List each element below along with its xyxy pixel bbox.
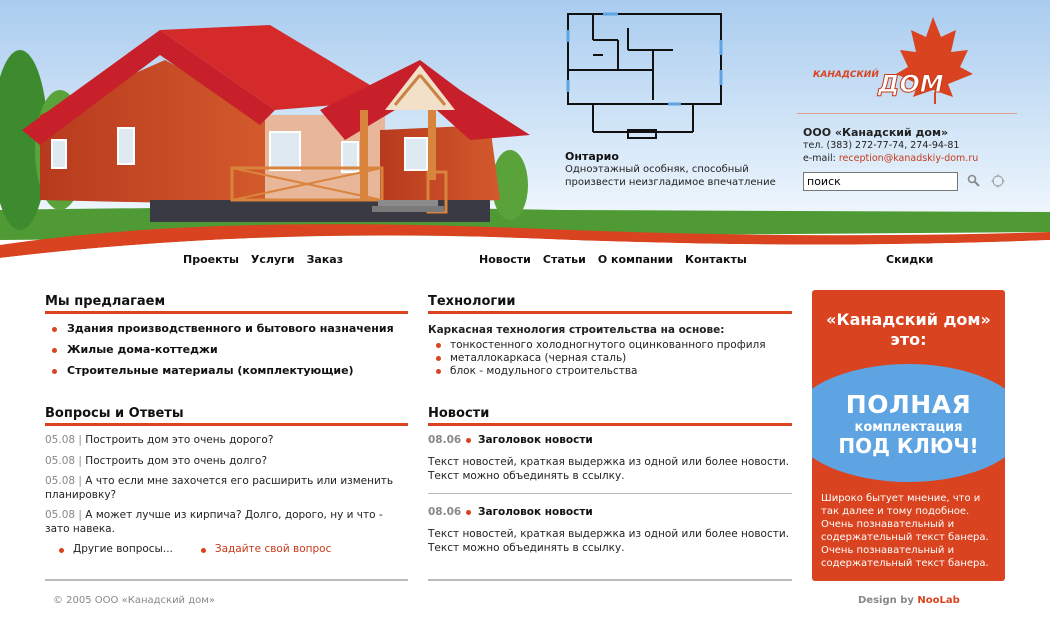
qa-question[interactable]: Построить дом это очень долго? (85, 454, 268, 467)
tech-heading: Технологии (428, 292, 792, 314)
tech-section (428, 292, 792, 378)
more-questions-link[interactable]: Другие вопросы... (45, 543, 173, 555)
qa-date: 05.08 (45, 454, 76, 467)
design-credit (858, 595, 960, 606)
banner-big1: ПОЛНАЯ (845, 390, 972, 419)
qa-item[interactable]: 05.08 | А может лучше из кирпича? Долго, дорого, ну и что - зато навека. (45, 509, 383, 535)
bullet-icon (466, 438, 471, 443)
qa-question[interactable]: А может лучше из кирпича? Долго, дорого, ну и что - зато навека. (45, 509, 383, 535)
tech-item: тонкостенного холодногнутого оцинкованного профиля (428, 339, 792, 352)
nav-group-main (183, 253, 355, 266)
tech-item: металлокаркаса (черная сталь) (428, 352, 792, 365)
news-item (428, 506, 792, 555)
promo-banner[interactable] (812, 290, 1005, 581)
qa-date: 05.08 (45, 434, 76, 446)
search-icon[interactable] (967, 174, 981, 188)
banner-line2: это: (890, 330, 927, 349)
offer-section (45, 292, 408, 385)
bullet-icon (466, 510, 471, 515)
copyright: © 2005 ООО «Канадский дом» (53, 595, 215, 606)
offer-item[interactable]: Строительные материалы (комплектующие) (45, 364, 408, 385)
qa-links (45, 543, 408, 555)
nav-discounts[interactable]: Скидки (886, 253, 934, 266)
designer-link[interactable]: NooLab (917, 595, 960, 606)
left-bottom-divider (45, 579, 408, 581)
offer-item[interactable]: Здания производственного и бытового назначения (45, 322, 408, 343)
qa-section (45, 404, 408, 555)
design-by-label: Design by (858, 595, 914, 606)
ask-question-link[interactable]: Задайте свой вопрос (187, 543, 331, 555)
nav-order[interactable]: Заказ (306, 253, 344, 266)
qa-date: 05.08 (45, 475, 76, 487)
qa-item[interactable]: 05.08 | Построить дом это очень долго? (45, 454, 268, 467)
nav-services[interactable]: Услуги (250, 253, 295, 266)
qa-date: 05.08 (45, 509, 76, 521)
qa-question[interactable]: А что если мне захочется его расширить или изменить планировку? (45, 475, 394, 501)
qa-list (45, 434, 408, 536)
email-label: e-mail: (803, 153, 836, 164)
news-text[interactable]: Текст новостей, краткая выдержка из одной или более новости. Текст можно объединять в ссылку. (428, 456, 790, 482)
news-text[interactable]: Текст новостей, краткая выдержка из одной или более новости. Текст можно объединять в ссылку. (428, 528, 790, 554)
header (0, 0, 1050, 270)
search-input[interactable] (803, 172, 958, 191)
news-title[interactable]: Заголовок новости (478, 506, 593, 518)
nav-about[interactable]: О компании (597, 253, 674, 266)
tech-list (428, 339, 792, 378)
news-title[interactable]: Заголовок новости (478, 434, 593, 446)
qa-question[interactable]: Построить дом это очень дорого? (85, 434, 274, 446)
nav-contacts[interactable]: Контакты (685, 253, 747, 266)
email-link[interactable]: reception@kanadskiy-dom.ru (838, 153, 979, 164)
banner-line1: «Канадский дом» (826, 310, 991, 329)
tech-item: блок - модульного строительства (428, 365, 792, 378)
news-section (428, 404, 792, 555)
house-caption (565, 150, 785, 189)
banner-text: Широко бытует мнение, что и так далее и тому подобное. Очень познавательный и содержательный текст банера. Очень познавательный и содержательный текст банера. (821, 493, 989, 569)
logo-text-big: ДОМ (878, 70, 944, 98)
offer-heading: Мы предлагаем (45, 292, 408, 314)
nav-news[interactable]: Новости (479, 253, 531, 266)
house-description: Одноэтажный особняк, способный произвести неизгладимое впечатление (565, 164, 776, 188)
banner-big3: ПОД КЛЮЧ! (838, 434, 979, 458)
company-logo[interactable] (808, 12, 978, 107)
qa-item[interactable]: 05.08 | Построить дом это очень дорого? (45, 434, 274, 446)
news-date: 08.06 (428, 506, 462, 518)
news-item (428, 434, 792, 494)
advanced-search-icon[interactable] (991, 174, 1005, 188)
nav-group-discounts (886, 253, 945, 266)
qa-heading: Вопросы и Ответы (45, 404, 408, 426)
company-name: ООО «Канадский дом» (803, 126, 949, 139)
news-heading: Новости (428, 404, 792, 426)
middle-bottom-divider (428, 579, 792, 581)
company-phone: тел. (383) 272-77-74, 274-94-81 (803, 140, 960, 151)
logo-tm: TM (948, 70, 956, 76)
nav-articles[interactable]: Статьи (542, 253, 586, 266)
nav-group-info (479, 253, 759, 266)
offer-list (45, 322, 408, 385)
nav-projects[interactable]: Проекты (183, 253, 239, 266)
house-title: Онтарио (565, 150, 619, 163)
offer-item[interactable]: Жилые дома-коттеджи (45, 343, 408, 364)
tech-subtitle: Каркасная технология строительства на основе: (428, 324, 725, 336)
news-date: 08.06 (428, 434, 462, 446)
banner-big2: комплектация (854, 420, 963, 435)
company-info (803, 126, 978, 165)
qa-item[interactable]: 05.08 | А что если мне захочется его расширить или изменить планировку? (45, 475, 394, 501)
news-separator (428, 493, 792, 494)
floor-plan-image (563, 10, 728, 140)
logo-text-small: КАНАДСКИЙ (813, 70, 879, 80)
logo-divider (797, 113, 1017, 114)
